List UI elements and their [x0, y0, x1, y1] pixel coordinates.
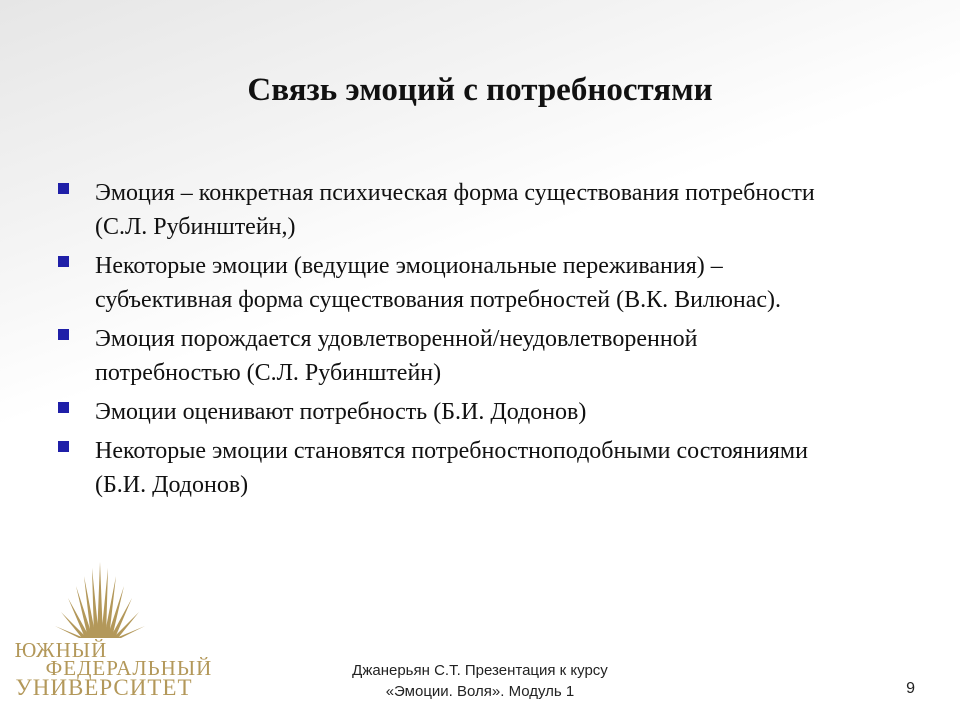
bullet-line: (Б.И. Додонов): [95, 472, 249, 498]
bullet-item: [58, 249, 918, 317]
bullet-line: (С.Л. Рубинштейн,): [95, 214, 296, 240]
logo-text-line: ФЕДЕРАЛЬНЫЙ: [45, 656, 213, 680]
logo-text-line: УНИВЕРСИТЕТ: [15, 675, 193, 700]
slide-footer: [330, 660, 630, 702]
bullet-item: [58, 176, 918, 244]
square-bullet-icon: [58, 256, 69, 267]
page-number: 9: [906, 680, 915, 697]
square-bullet-icon: [58, 402, 69, 413]
square-bullet-icon: [58, 329, 69, 340]
slide-title: Связь эмоций с потребностями: [247, 72, 713, 108]
sunburst-logo-icon: [52, 560, 148, 642]
bullet-line: потребностью (С.Л. Рубинштейн): [95, 360, 442, 386]
university-logo: [14, 560, 234, 700]
bullet-item: [58, 395, 918, 429]
bullet-line: Некоторые эмоции (ведущие эмоциональные переживания) –: [95, 253, 723, 279]
bullet-list: [58, 176, 918, 507]
bullet-line: Некоторые эмоции становятся потребностноподобными состояниями: [95, 438, 808, 464]
bullet-line: Эмоция – конкретная психическая форма существования потребности: [95, 180, 815, 206]
square-bullet-icon: [58, 441, 69, 452]
footer-line: Джанерьян С.Т. Презентация к курсу: [352, 662, 608, 679]
bullet-line: субъективная форма существования потребностей (В.К. Вилюнас).: [95, 287, 782, 313]
bullet-line: Эмоция порождается удовлетворенной/неудовлетворенной: [95, 326, 698, 352]
logo-text-line: ЮЖНЫЙ: [14, 638, 108, 662]
footer-line: «Эмоции. Воля». Модуль 1: [385, 683, 575, 700]
bullet-item: [58, 434, 918, 502]
bullet-item: [58, 322, 918, 390]
bullet-line: Эмоции оценивают потребность (Б.И. Додонов): [95, 399, 587, 425]
square-bullet-icon: [58, 183, 69, 194]
